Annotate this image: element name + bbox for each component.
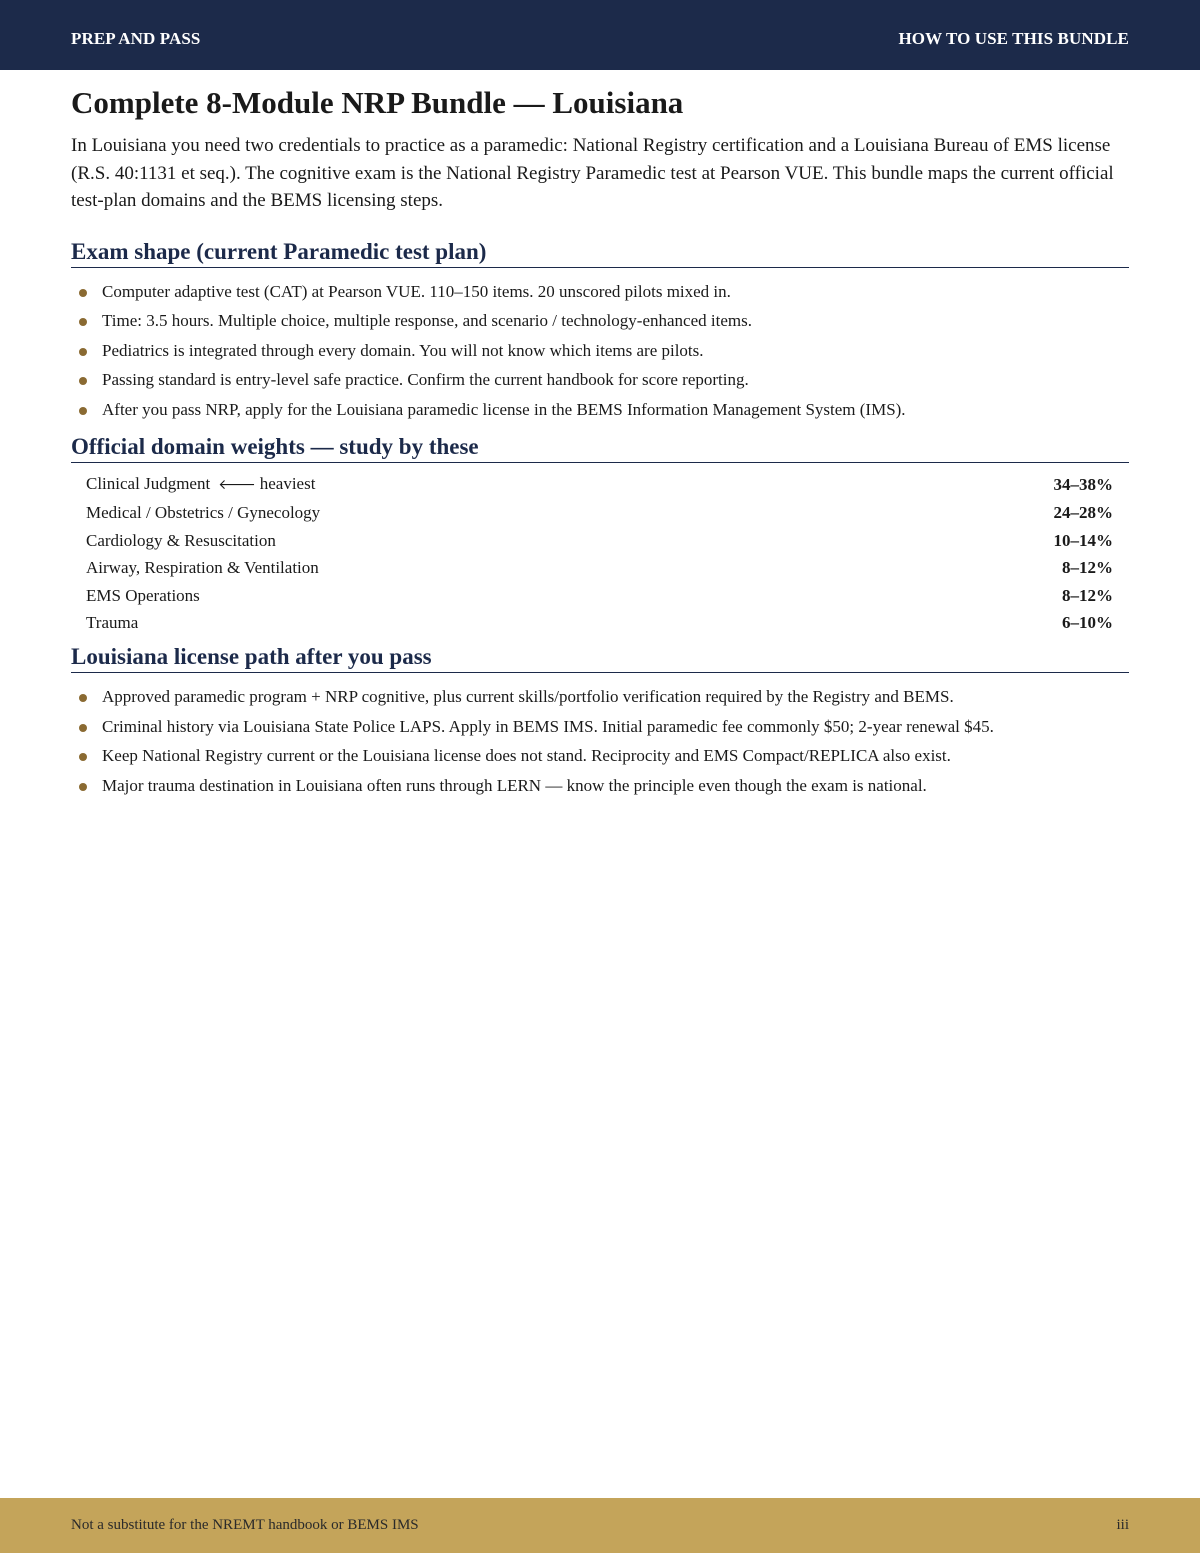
list-item bbox=[71, 365, 1129, 395]
list-item-text: Time: 3.5 hours. Multiple choice, multiple response, and scenario / technology-enhanced items. bbox=[102, 311, 752, 330]
bullet-icon bbox=[79, 318, 87, 326]
page-content bbox=[71, 84, 1129, 800]
domain-name: Medical / Obstetrics / Gynecology bbox=[86, 503, 321, 523]
intro-paragraph: In Louisiana you need two credentials to practice as a paramedic: National Registry certification and a Louisiana Bureau of EMS license (R.S. 40:1131 et seq.). The cognitive exam is the National Registry Paramedic test at Pearson VUE. This bundle maps the current official test-plan domains and the BEMS licensing steps. bbox=[71, 135, 1114, 211]
exam-shape-list bbox=[71, 277, 1129, 425]
list-item bbox=[71, 306, 1129, 336]
domain-weight: 24–28% bbox=[1053, 503, 1113, 523]
arrow-left-icon: 🡐 bbox=[218, 477, 256, 493]
bullet-icon bbox=[79, 407, 87, 415]
list-item bbox=[71, 682, 1129, 712]
page-header bbox=[0, 0, 1200, 70]
bullet-icon bbox=[79, 289, 87, 297]
domain-name: Clinical Judgment bbox=[86, 474, 211, 493]
header-section-title: HOW TO USE THIS BUNDLE bbox=[898, 29, 1129, 48]
list-item bbox=[71, 712, 1129, 742]
list-item bbox=[71, 336, 1129, 366]
list-item-text: Criminal history via Louisiana State Police LAPS. Apply in BEMS IMS. Initial paramedic fee commonly $50; 2-year renewal $45. bbox=[102, 716, 994, 736]
list-item bbox=[71, 395, 1129, 425]
table-row bbox=[71, 554, 1129, 581]
list-item-text: Major trauma destination in Louisiana often runs through LERN — know the principle even though the exam is national. bbox=[102, 775, 927, 795]
page-title: Complete 8-Module NRP Bundle — Louisiana bbox=[71, 85, 684, 120]
domain-weight: 8–12% bbox=[1062, 558, 1113, 578]
list-item bbox=[71, 741, 1129, 771]
list-item-text: Approved paramedic program + NRP cognitive, plus current skills/portfolio verification required by the Registry and BEMS. bbox=[102, 687, 954, 707]
table-row bbox=[71, 499, 1129, 526]
bullet-icon bbox=[79, 724, 87, 732]
page-footer bbox=[0, 1498, 1200, 1553]
bullet-icon bbox=[79, 348, 87, 356]
license-path-heading: Louisiana license path after you pass bbox=[71, 642, 1129, 673]
table-row bbox=[71, 609, 1129, 636]
table-row bbox=[71, 527, 1129, 554]
list-item-text: Pediatrics is integrated through every domain. You will not know which items are pilots. bbox=[102, 340, 704, 360]
table-row bbox=[71, 582, 1129, 609]
list-item-text: Computer adaptive test (CAT) at Pearson VUE. 110–150 items. 20 unscored pilots mixed in. bbox=[102, 281, 731, 301]
domain-weight: 34–38% bbox=[1053, 475, 1113, 494]
list-item-text: Keep National Registry current or the Louisiana license does not stand. Reciprocity and EMS Compact/REPLICA also exist. bbox=[102, 746, 951, 766]
list-item-text: After you pass NRP, apply for the Louisiana paramedic license in the BEMS Information Management System (IMS). bbox=[102, 399, 906, 419]
domain-name: Cardiology & Resuscitation bbox=[86, 530, 276, 550]
domain-name: EMS Operations bbox=[86, 585, 200, 605]
domain-name: Airway, Respiration & Ventilation bbox=[86, 558, 319, 578]
exam-shape-heading: Exam shape (current Paramedic test plan) bbox=[71, 237, 1129, 268]
domain-weights-heading: Official domain weights — study by these bbox=[71, 432, 1129, 463]
header-brand: PREP AND PASS bbox=[71, 29, 201, 48]
domain-weight: 6–10% bbox=[1062, 613, 1113, 633]
bullet-icon bbox=[79, 783, 87, 791]
domain-weights-table bbox=[71, 470, 1129, 636]
list-item bbox=[71, 771, 1129, 801]
domain-name-cell bbox=[71, 470, 883, 499]
bullet-icon bbox=[79, 377, 87, 385]
domain-name: Trauma bbox=[86, 613, 139, 633]
bullet-icon bbox=[79, 753, 87, 761]
heaviest-note: heaviest bbox=[259, 474, 316, 493]
list-item-text: Passing standard is entry-level safe practice. Confirm the current handbook for score reporting. bbox=[102, 370, 749, 389]
domain-weight: 10–14% bbox=[1053, 530, 1113, 550]
list-item bbox=[71, 277, 1129, 307]
domain-weight: 8–12% bbox=[1062, 585, 1113, 605]
table-row bbox=[71, 470, 1129, 499]
page-number: iii bbox=[1116, 1517, 1129, 1533]
license-path-list bbox=[71, 682, 1129, 800]
bullet-icon bbox=[79, 694, 87, 702]
footer-disclaimer: Not a substitute for the NREMT handbook or BEMS IMS bbox=[71, 1517, 419, 1533]
